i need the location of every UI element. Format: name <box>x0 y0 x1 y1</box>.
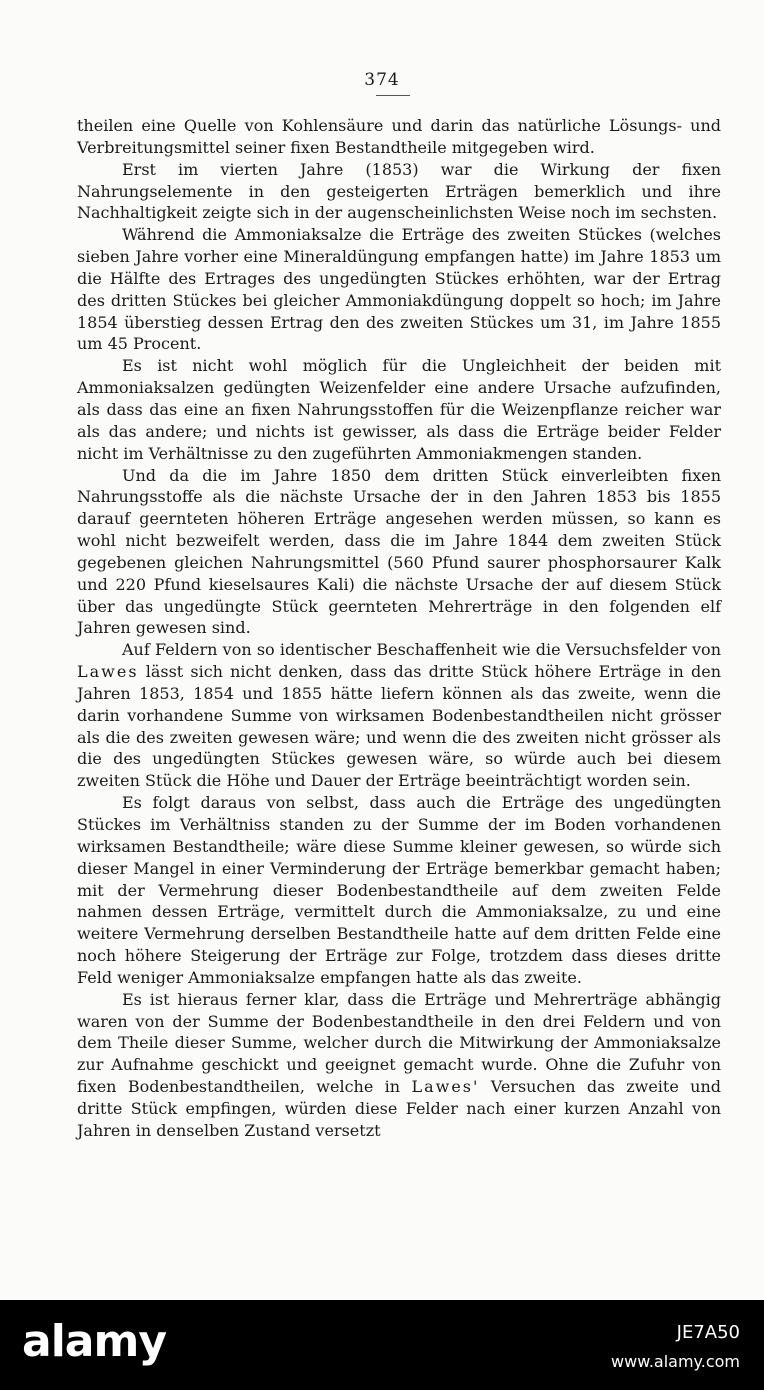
image-id: JE7A50 <box>676 1322 740 1343</box>
paragraph-continuation: theilen eine Quelle von Kohlensäure und darin das natürliche Lösungs- und Verbreitungsmittel seiner fixen Bestandtheile mitgegeben wird. <box>77 116 721 157</box>
paragraph: Erst im vierten Jahre (1853) war die Wirkung der fixen Nahrungselemente in den gesteigerten Erträgen bemerklich und ihre Nachhaltigkeit zeigte sich in der augenscheinlichsten Weise noch im sechsten. <box>77 159 721 223</box>
paragraph: Es folgt daraus von selbst, dass auch die Erträge des ungedüngten Stückes im Verhältniss standen zu der Summe der im Boden vorhandenen wirksamen Bestandtheile; wäre diese Summe kleiner gewesen, so würde sich dieser Mangel in einer Verminderung der Erträge bemerkbar gemacht haben; mit der Vermehrung dieser Bodenbestandtheile auf dem zweiten Felde nahmen dessen Erträge, vermittelt durch die Ammoniaksalze, zu und eine weitere Vermehrung derselben Bestandtheile hatte auf dem dritten Felde eine noch höhere Steigerung der Erträge zur Folge, trotzdem dass dieses dritte Feld weniger Ammoniaksalze empfangen hatte als das zweite. <box>77 793 721 987</box>
paragraph-text: Es ist hieraus ferner klar, dass die Erträge und Mehrerträge abhängig waren von der Summe der Bodenbestandtheile in den drei Feldern und von dem Theile dieser Summe, welcher durch die Mitwirkung der Ammoniaksalze zur Aufnahme geschickt und geeignet gemacht wurde. Ohne die Zufuhr von fixen Bodenbestandtheilen, welche in <box>77 989 721 1097</box>
paragraph: Während die Ammoniaksalze die Erträge des zweiten Stückes (welches sieben Jahre vorher eine Mineraldüngung empfangen hatte) im Jahre 1853 um die Hälfte des Ertrages des ungedüngten Stückes erhöhten, war der Ertrag des dritten Stückes bei gleicher Ammoniakdüngung doppelt so hoch; im Jahre 1854 überstieg dessen Ertrag den des zweiten Stückes um 31, im Jahre 1855 um 45 Procent. <box>77 225 721 354</box>
paragraph-text: Auf Feldern von so identischer Beschaffenheit wie die Versuchsfelder von <box>122 640 721 660</box>
watermark-banner <box>0 1300 764 1390</box>
page-number: 374 <box>364 70 400 90</box>
paragraph <box>77 989 721 1142</box>
brand-logo: alamy <box>22 1316 166 1367</box>
site-url[interactable]: www.alamy.com <box>611 1352 740 1371</box>
paragraph <box>77 639 721 792</box>
paragraph-text: Versuchen das zweite und dritte Stück empfingen, würden diese Felder nach einer kurzen Anzahl von Jahren in denselben Zustand versetzt <box>77 1077 721 1140</box>
paragraph: Es ist nicht wohl möglich für die Ungleichheit der beiden mit Ammoniaksalzen gedüngten Weizenfelder eine andere Ursache aufzufinden, als dass das eine an fixen Nahrungsstoffen für die Weizenpflanze reicher war als das andere; und nichts ist gewisser, als dass die Erträge beider Felder nicht im Verhältnisse zu den zugeführten Ammoniakmengen standen. <box>77 356 721 463</box>
author-name: Lawes <box>77 662 139 682</box>
author-name: Lawes' <box>411 1077 480 1097</box>
page-number-rule <box>376 95 410 96</box>
paragraph-text: lässt sich nicht denken, dass das dritte Stück höhere Erträge in den Jahren 1853, 1854 und 1855 hätte liefern können als das zweite, wenn die darin vorhandene Summe von wirksamen Bodenbestandtheilen nicht grösser als die des zweiten gewesen wäre; und wenn die des zweiten nicht grösser als die des ungedüngten Stückes gewesen wäre, so würde auch bei diesem zweiten Stück die Höhe und Dauer der Erträge beeinträchtigt worden sein. <box>77 662 721 791</box>
body-text <box>77 115 721 1142</box>
paragraph: Und da die im Jahre 1850 dem dritten Stück einverleibten fixen Nahrungsstoffe als die nächste Ursache der in den Jahren 1853 bis 1855 darauf geernteten höheren Erträge angesehen werden müssen, so kann es wohl nicht bezweifelt werden, dass die im Jahre 1844 dem zweiten Stück gegebenen gleichen Nahrungsmittel (560 Pfund saurer phosphorsaurer Kalk und 220 Pfund kieselsaures Kali) die nächste Ursache der auf diesem Stück über das ungedüngte Stück geernteten Mehrerträge in den folgenden elf Jahren gewesen sind. <box>77 465 721 638</box>
